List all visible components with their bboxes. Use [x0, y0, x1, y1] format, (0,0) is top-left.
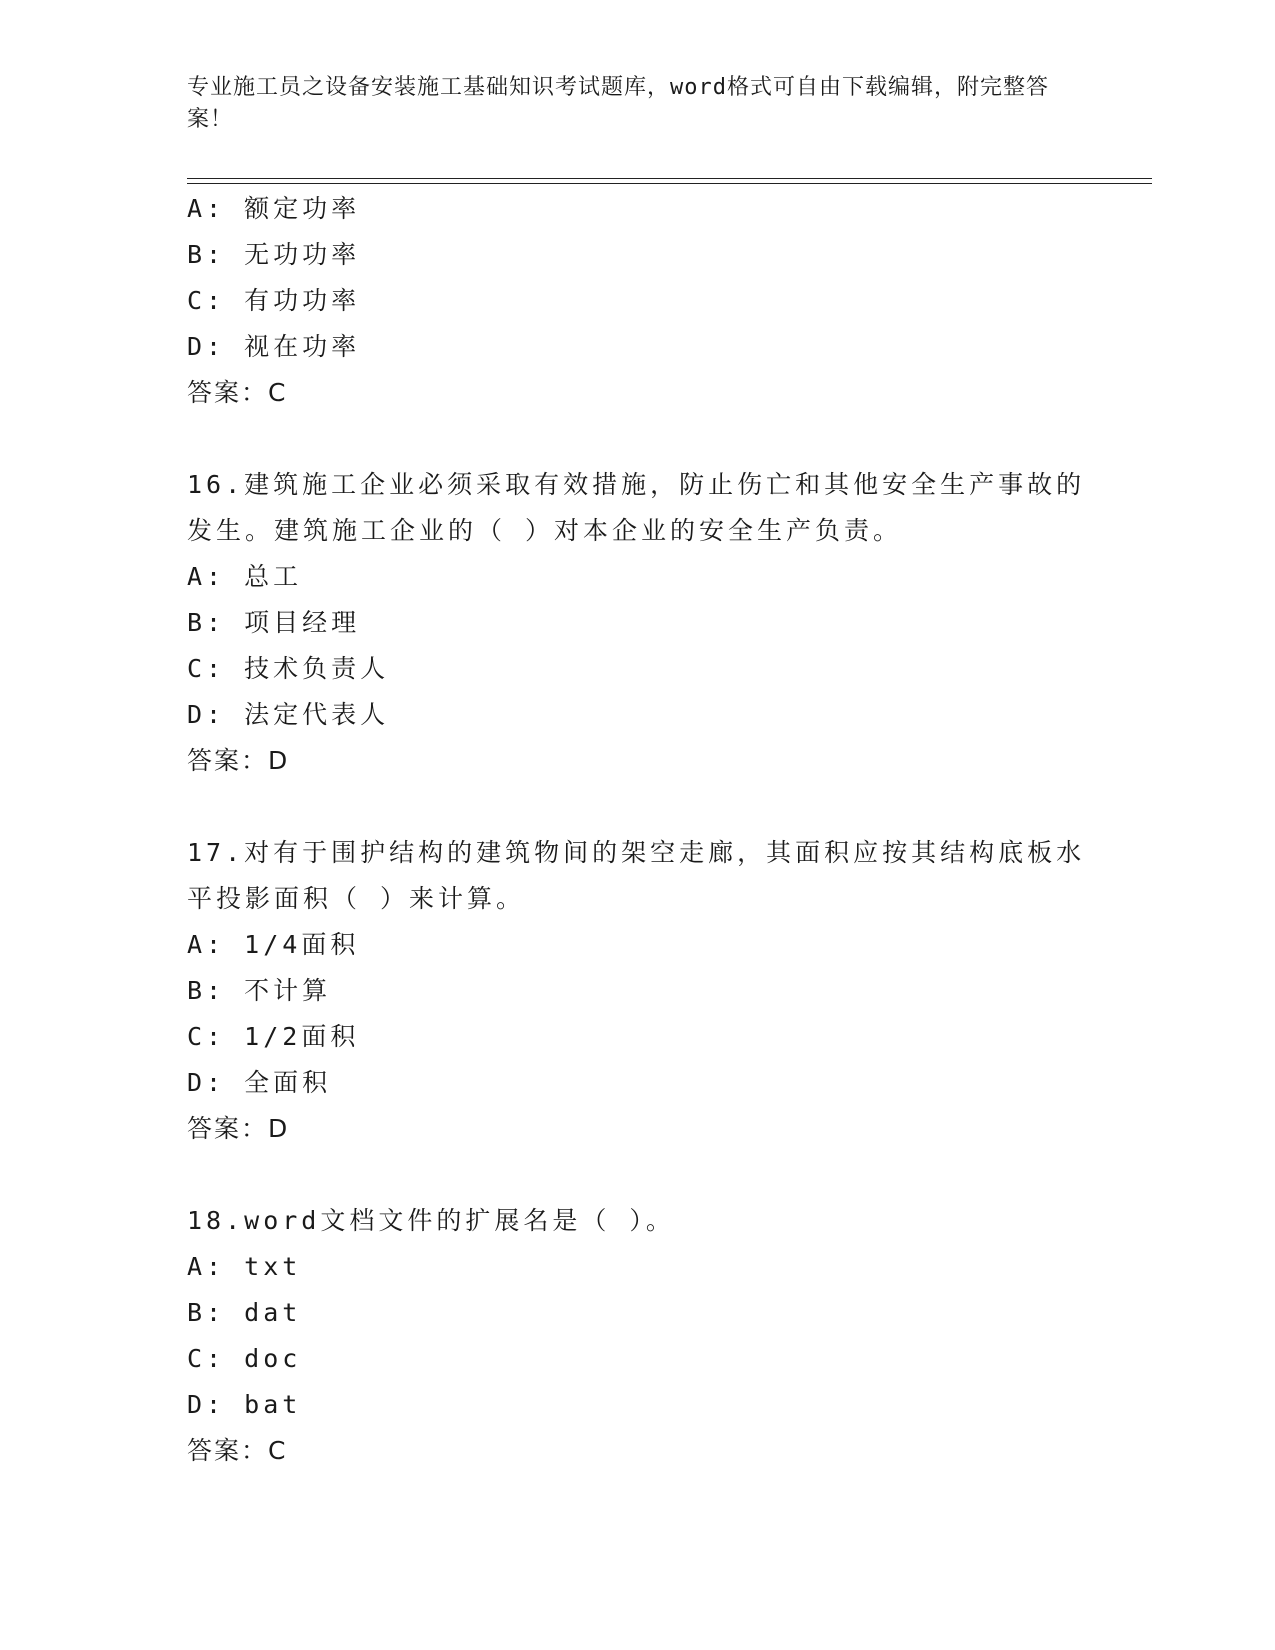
option-text: 1/4面积 [244, 930, 360, 959]
header-divider-top [187, 178, 1152, 179]
question-text: 18.word文档文件的扩展名是（ ）。 [187, 1206, 675, 1235]
option-d [187, 324, 1087, 370]
answer-label: 答案： [187, 746, 269, 775]
option-text: 项目经理 [244, 608, 361, 637]
option-text: 技术负责人 [244, 654, 390, 683]
answer-value: C [268, 378, 288, 407]
question-content [187, 186, 1087, 1474]
answer-value: D [268, 746, 290, 775]
option-key: B: [187, 1298, 226, 1327]
option-key: A: [187, 1252, 226, 1281]
option-text: 视在功率 [244, 332, 361, 361]
option-b [187, 968, 1087, 1014]
option-key: C: [187, 1344, 226, 1373]
question-text: 16.建筑施工企业必须采取有效措施，防止伤亡和其他安全生产事故的发生。建筑施工企业的（ ）对本企业的安全生产负责。 [187, 470, 1086, 545]
option-key: B: [187, 608, 226, 637]
option-text: bat [244, 1390, 302, 1419]
option-b [187, 232, 1087, 278]
option-a [187, 1244, 1087, 1290]
answer-value: C [268, 1436, 288, 1465]
option-text: 有功功率 [244, 286, 361, 315]
answer-line [187, 370, 1087, 416]
option-text: 1/2面积 [244, 1022, 360, 1051]
option-c [187, 1014, 1087, 1060]
prev-question-block [187, 186, 1087, 416]
option-text: 全面积 [244, 1068, 332, 1097]
option-c [187, 1336, 1087, 1382]
option-a [187, 186, 1087, 232]
option-a [187, 554, 1087, 600]
question-block-16 [187, 462, 1087, 784]
answer-value: D [268, 1114, 290, 1143]
option-d [187, 692, 1087, 738]
option-text: 额定功率 [244, 194, 361, 223]
option-b [187, 1290, 1087, 1336]
option-c [187, 646, 1087, 692]
option-key: D: [187, 332, 226, 361]
option-text: txt [244, 1252, 302, 1281]
option-text: 无功功率 [244, 240, 361, 269]
option-d [187, 1382, 1087, 1428]
option-a [187, 922, 1087, 968]
option-key: B: [187, 976, 226, 1005]
option-key: A: [187, 930, 226, 959]
option-key: C: [187, 286, 226, 315]
option-text: 总工 [244, 562, 303, 591]
document-header: 专业施工员之设备安装施工基础知识考试题库，word格式可自由下载编辑，附完整答案！ [187, 75, 1049, 132]
option-text: doc [244, 1344, 302, 1373]
option-key: D: [187, 1390, 226, 1419]
question-block-17 [187, 830, 1087, 1152]
option-key: B: [187, 240, 226, 269]
answer-line [187, 1428, 1087, 1474]
option-d [187, 1060, 1087, 1106]
option-key: D: [187, 700, 226, 729]
option-key: A: [187, 562, 226, 591]
option-text: 不计算 [244, 976, 332, 1005]
option-b [187, 600, 1087, 646]
header-divider-bottom [187, 183, 1152, 184]
answer-label: 答案： [187, 378, 269, 407]
answer-line [187, 1106, 1087, 1152]
option-text: 法定代表人 [244, 700, 390, 729]
option-c [187, 278, 1087, 324]
option-text: dat [244, 1298, 302, 1327]
option-key: D: [187, 1068, 226, 1097]
answer-line [187, 738, 1087, 784]
option-key: A: [187, 194, 226, 223]
answer-label: 答案： [187, 1114, 269, 1143]
answer-label: 答案： [187, 1436, 269, 1465]
option-key: C: [187, 1022, 226, 1051]
option-key: C: [187, 654, 226, 683]
question-text: 17.对有于围护结构的建筑物间的架空走廊，其面积应按其结构底板水平投影面积（ ）来计算。 [187, 838, 1086, 913]
question-block-18 [187, 1198, 1087, 1474]
